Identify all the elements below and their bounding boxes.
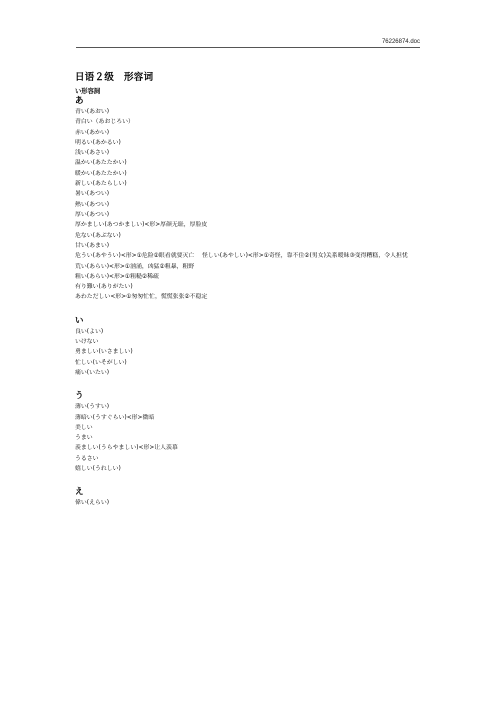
vocab-entry: 赤い(あかい) — [75, 129, 110, 136]
vocab-entry: 粗い(あらい)<形>①粗糙②稀疏 — [75, 273, 159, 280]
vocab-entry: あわただしい<形>①匆匆忙忙，慌慌张张②不稳定 — [75, 294, 208, 301]
vocab-entry: 忙しい(いそがしい) — [75, 359, 127, 366]
vocab-entry: 羨ましい(うらやましい)<形>让人羡慕 — [75, 445, 178, 452]
vocab-entry: 厚い(あつい) — [75, 211, 110, 218]
vocab-entry: うまい — [75, 435, 93, 442]
section-letter-e: え — [75, 487, 84, 498]
header-filename: 76226874.doc — [381, 39, 420, 45]
vocab-entry: 暖かい(あたたかい) — [75, 170, 127, 177]
vocab-entry: 厚かましい(あつかましい)<形>厚颜无耻，厚脸皮 — [75, 222, 208, 229]
section-letter-i: い — [75, 315, 84, 326]
vocab-entry: 熱い(あつい) — [75, 201, 110, 208]
document-title: 日语２级 形容词 — [75, 72, 154, 83]
vocab-entry: 温かい(あたたかい) — [75, 160, 127, 167]
vocab-entry: 危うい(あやうい)<形>①危险②眼看就要灭亡 怪しい(あやしい)<形>①奇怪，靠不住②(男女)关系暧昧③变得糟糕，令人担忧 — [75, 253, 408, 260]
vocab-entry: 薄い(うすい) — [75, 404, 110, 411]
vocab-entry: 荒い(あらい)<形>①汹涌，凶猛②粗暴，粗野 — [75, 263, 195, 270]
section-letter-u: う — [75, 391, 84, 402]
vocab-entry: うるさい — [75, 455, 99, 462]
header-divider — [76, 47, 420, 48]
vocab-entry: 青い(あおい) — [75, 109, 110, 115]
vocab-entry: 薄暗い(うすぐらい)<形>微暗 — [75, 414, 155, 421]
vocab-entry: 新しい(あたらしい) — [75, 181, 127, 188]
vocab-entry: いけない — [75, 339, 99, 346]
vocab-entry: 暑い(あつい) — [75, 191, 110, 198]
document-body — [75, 87, 415, 509]
vocab-entry: 有り難い(ありがたい) — [75, 284, 133, 291]
vocab-entry: 良い(よい) — [75, 328, 104, 335]
vocab-entry: 勇ましい(いさましい) — [75, 349, 133, 356]
vocab-entry: 美しい — [75, 424, 93, 431]
vocab-entry: 甘い(あまい) — [75, 242, 110, 249]
vocab-entry: 浅い(あさい) — [75, 150, 110, 157]
vocab-entry: 青白い（あおじろい） — [75, 119, 134, 126]
section-subtitle: い形容詞 — [75, 88, 101, 95]
section-letter-a: あ — [75, 96, 84, 106]
vocab-entry: 明るい(あかるい) — [75, 139, 121, 146]
vocab-entry: 危ない(あぶない) — [75, 232, 121, 239]
vocab-entry: 偉い(えらい) — [75, 500, 110, 507]
vocab-entry: 痛い(いたい) — [75, 369, 110, 376]
vocab-entry: 嬉しい(うれしい) — [75, 466, 121, 473]
